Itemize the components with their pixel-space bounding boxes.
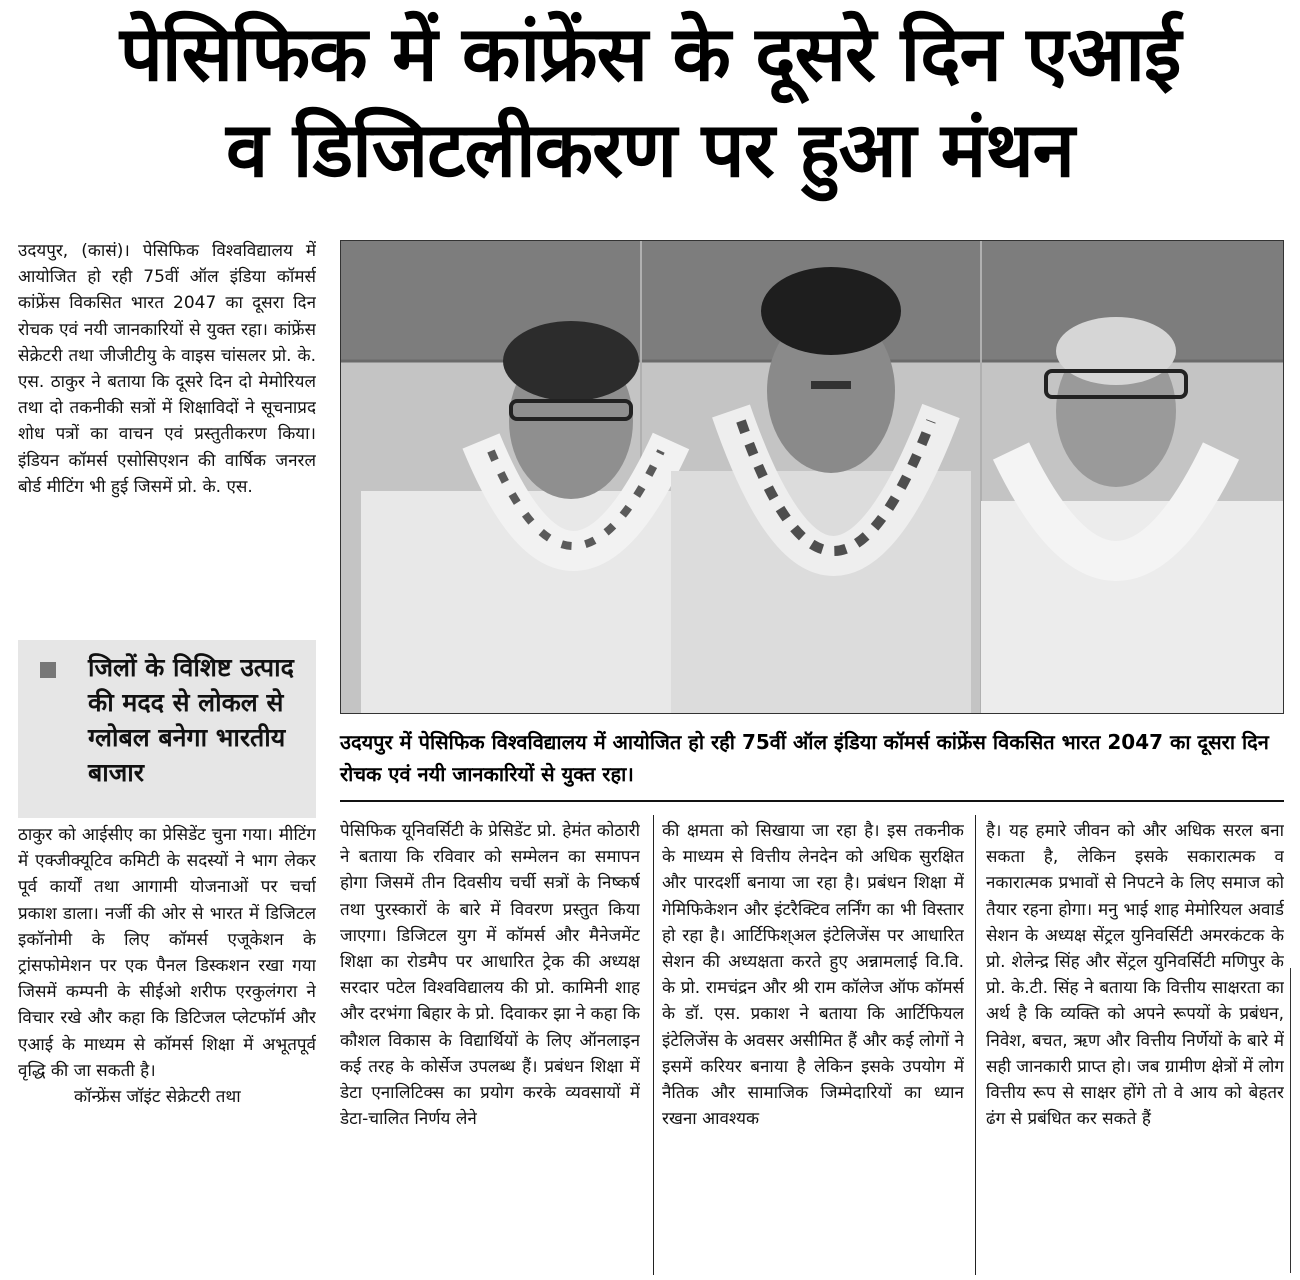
article-column-1-bottom [18,822,316,1272]
headline [10,6,1290,198]
article-column-3 [662,818,964,1273]
news-photo-illustration [341,241,1284,714]
article-paragraph: ठाकुर को आईसीए का प्रेसिडेंट चुना गया। मीटिंग में एक्जीक्यूटिव कमिटी के सदस्यों ने भाग लेकर पूर्व कार्यों तथा आगामी योजनाओं पर चर्चा प्रकाश डाला। नर्जी की ओर से भारत में डिजिटल इकॉनोमी के लिए कॉमर्स एजूकेशन के ट्रांसफोमेशन पर एक पैनल डिस्कशन रखा गया जिसमें कम्पनी के सीईओ शरीफ एरकुलंगरा ने विचार रखे और कहा कि डिटिजल प्लेटफॉर्म और एआई के माध्यम से कॉमर्स शिक्षा में अभूतपूर्व वृद्धि की जा सकती है। [18,825,316,1081]
headline-line-2: व डिजिटलीकरण पर हुआ मंथन [226,105,1074,194]
article-column-1-top [18,238,316,638]
article-paragraph: पेसिफिक यूनिवर्सिटी के प्रेसिडेंट प्रो. हेमंत कोठारी ने बताया कि रविवार को सम्मेलन का समापन होगा जिसमें तीन दिवसीय चर्ची सत्रों के निष्कर्ष तथा पुरस्कारों के बारे में विवरण प्रस्तुत किया जाएगा। डिजिटल युग में कॉमर्स और मैनेजमेंट शिक्षा का रोडमैप पर आधारित ट्रेक की अध्यक्ष सरदार पटेल विश्वविद्यालय की प्रो. कामिनी शाह और दरभंगा बिहार के प्रो. दिवाकर झा ने कहा कि कौशल विकास के विद्यार्थियों के लिए ऑनलाइन कई तरह के कोर्सेज उपलब्ध हैं। प्रबंधन शिक्षा में डेटा एनालिटिक्स का प्रयोग करके व्यवसायों में डेटा-चालित निर्णय लेने [340,821,640,1130]
article-paragraph: की क्षमता को सिखाया जा रहा है। इस तकनीक के माध्यम से वित्तीय लेनदेन को अधिक सुरक्षित और पारदर्शी बनाया जा रहा है। प्रबंधन शिक्षा में गेमिफिकेशन और इंटरैक्टिव लर्निंग का भी विस्तार हो रहा है। आर्टिफिश्अल इंटेलिजेंस पर आधारित सेशन की अध्यक्षता करते हुए अन्नामलाई वि.वि. के प्रो. रामचंद्रन और श्री राम कॉलेज ऑफ कॉमर्स के डॉ. एस. प्रकाश ने बताया कि आर्टिफियल इंटेलिजेंस के अवसर असीमित हैं और कई लोगों ने इसमें करियर बनाया है लेकिन इसके उपयोग में नैतिक और सामाजिक जिम्मेदारियों का ध्यान रखना आवश्यक [662,821,964,1130]
article-paragraph: उदयपुर, (कासं)। पेसिफिक विश्वविद्यालय में आयोजित हो रही 75वीं ऑल इंडिया कॉमर्स कांफ्रेंस विकसित भारत 2047 का दूसरा दिन रोचक एवं नयी जानकारियों से युक्त रहा। कांफ्रेंस सेक्रेटरी तथा जीजीटीयु के वाइस चांसलर प्रो. के. एस. ठाकुर ने बताया कि दूसरे दिन दो मेमोरियल तथा दो तकनीकी सत्रों में शिक्षाविदों ने सूचनाप्रद शोध पत्रों का वाचन एवं प्रस्तुतीकरण किया। इंडियन कॉमर्स एसोसिएशन की वार्षिक जनरल बोर्ड मीटिंग भी हुई जिसमें प्रो. के. एस. [18,241,316,497]
article-column-4 [986,818,1284,1273]
news-photo [340,240,1284,714]
article-paragraph: है। यह हमारे जीवन को और अधिक सरल बना सकता है, लेकिन इसके सकारात्मक व नकारात्मक प्रभावों से निपटने के लिए समाज को तैयार रहना होगा। मनु भाई शाह मेमोरियल अवार्ड सेशन के अध्यक्ष सेंट्रल युनिवर्सिटी अमरकंटक के प्रो. शेलेन्द्र सिंह और सेंट्रल युनिवर्सिटी मणिपुर के प्रो. के.टी. सिंह ने बताया कि वित्तीय साक्षरता का अर्थ है कि व्यक्ति को अपने रूपयों के प्रबंधन, निवेश, बचत, ऋण और वित्तीय निर्णेयों के बारे में सही जानकारी प्राप्त हो। जब ग्रामीण क्षेत्रों में लोग वित्तीय रूप से साक्षर होंगे तो वे आय को बेहतर ढंग से प्रबंधित कर सकते हैं [986,821,1284,1130]
highlight-text: जिलों के विशिष्ट उत्पाद की मदद से लोकल से ग्लोबल बनेगा भारतीय बाजार [88,653,294,787]
column-divider [653,815,654,1275]
photo-caption: उदयपुर में पेसिफिक विश्वविद्यालय में आयोजित हो रही 75वीं ऑल इंडिया कॉमर्स कांफ्रेंस विकसित भारत 2047 का दूसरा दिन रोचक एवं नयी जानकारियों से युक्त रहा। [340,730,1269,786]
article-paragraph: कॉन्फ्रेंस जॉइंट सेक्रेटरी तथा [74,1087,241,1108]
caption-divider [340,800,1284,802]
article-column-2 [340,818,640,1273]
page-edge-rule [1290,968,1291,1273]
headline-line-1: पेसिफिक में कांफ्रेंस के दूसरे दिन एआई [119,9,1181,98]
highlight-box [18,640,316,818]
column-divider [975,815,976,1275]
square-bullet-icon [40,662,56,678]
